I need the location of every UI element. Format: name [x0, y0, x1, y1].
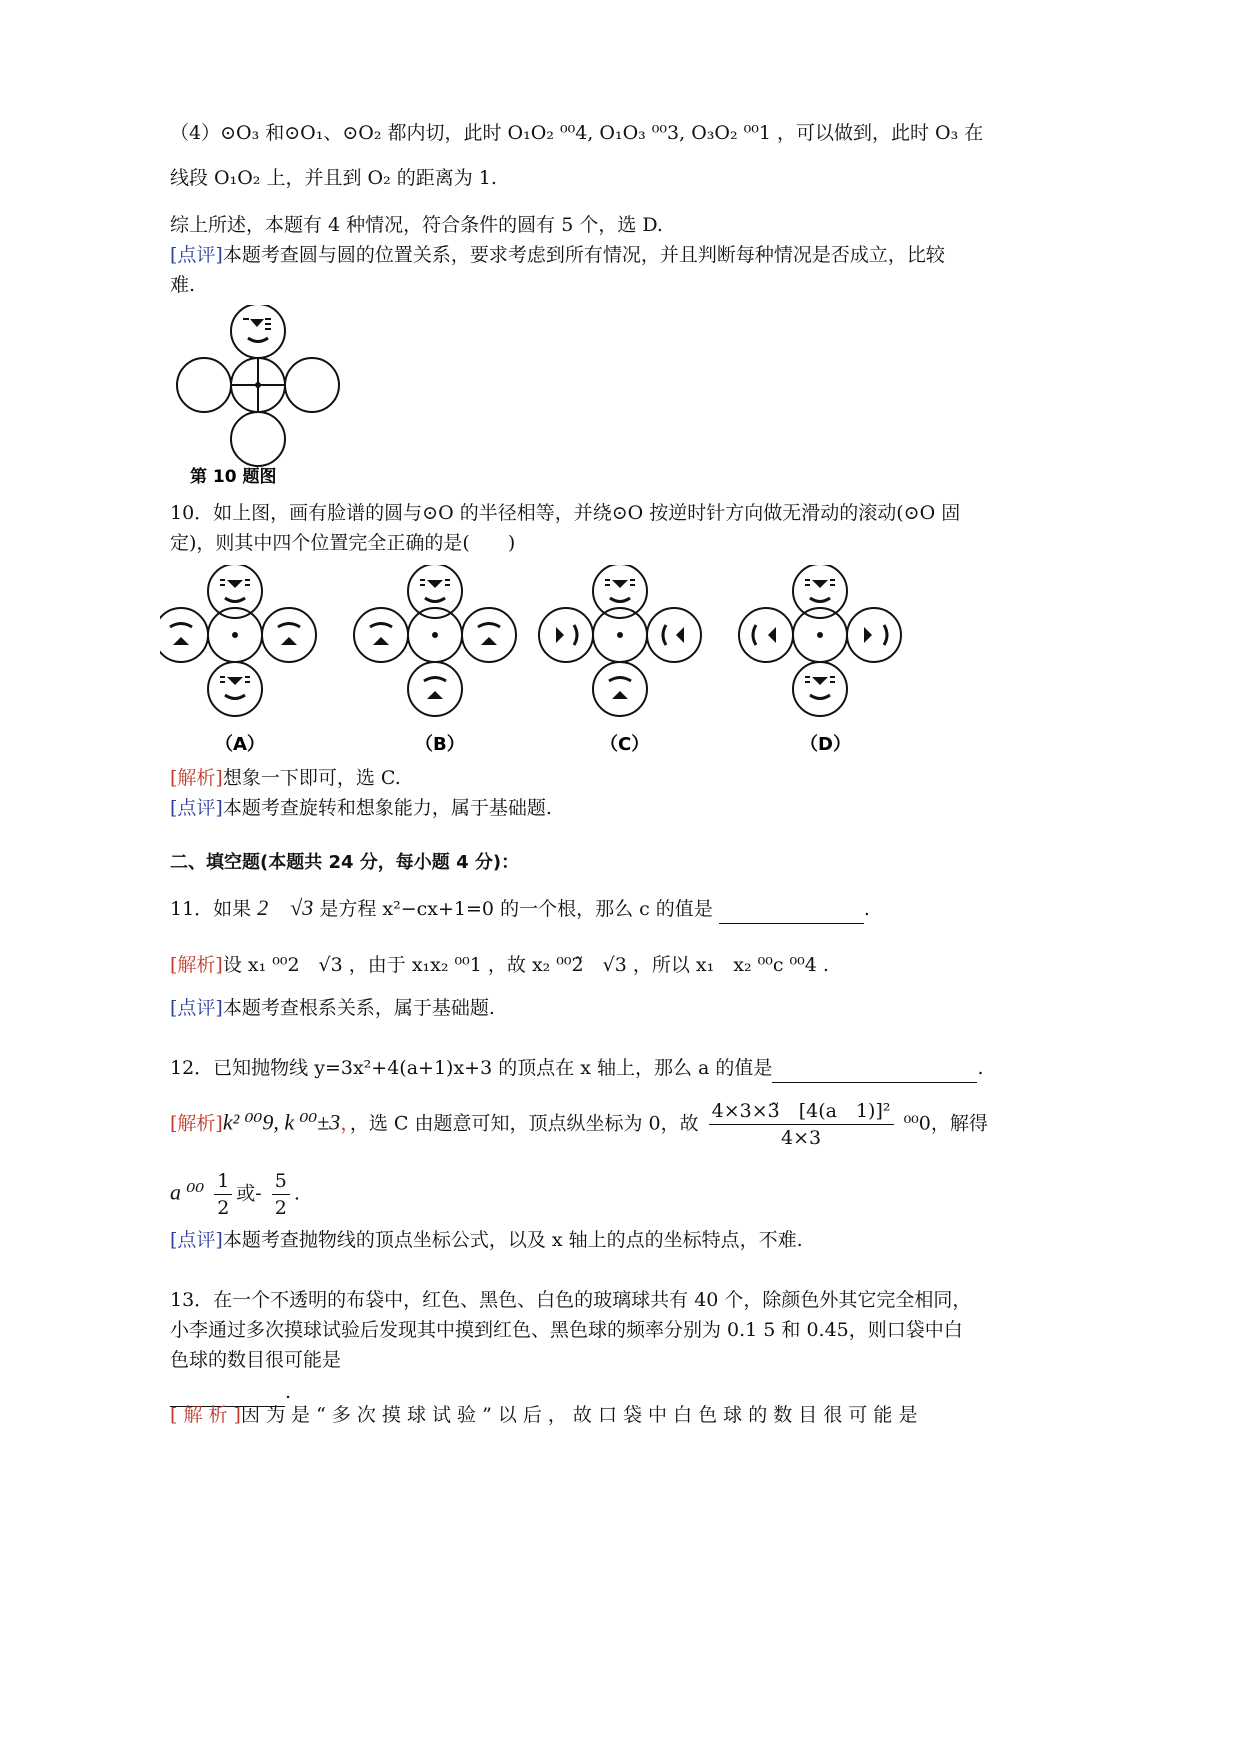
options-figure — [160, 565, 1060, 760]
q12-text: 12．已知抛物线 y=3x²+4(a+1)x+3 的顶点在 x 轴上，那么 a 的值是 — [170, 1057, 773, 1079]
comment-9-cont: 难. — [170, 274, 196, 296]
analysis-tag: [解析] — [170, 954, 223, 976]
option-b-label: （B） — [415, 734, 465, 755]
comment-tag: [点评] — [170, 244, 223, 266]
question-13-line2: 小李通过多次摸球试验后发现其中摸到红色、黑色球的频率分别为 0.1 5 和 0.45，则口袋中白 — [170, 1319, 963, 1341]
option-d-label: （D） — [800, 734, 851, 755]
comment-12 — [170, 1225, 803, 1255]
a12-answer — [170, 1168, 300, 1221]
q11-text-a: 11．如果 — [170, 898, 252, 920]
comment-tag: [点评] — [170, 997, 223, 1019]
a12-or: 或- — [236, 1182, 262, 1205]
analysis-tag: [解析] — [170, 767, 223, 789]
comment-9 — [170, 240, 945, 270]
figure-10 — [170, 305, 370, 485]
analysis-13 — [170, 1400, 917, 1430]
answer-blank-11[interactable] — [719, 901, 864, 924]
analysis-11 — [170, 950, 829, 980]
a12-fraction-denominator: 4×3 — [781, 1127, 822, 1149]
analysis-tag: [ 解 析 ] — [170, 1404, 241, 1426]
question-13-line1: 13．在一个不透明的布袋中，红色、黑色、白色的玻璃球共有 40 个，除颜色外其它完全相同， — [170, 1289, 972, 1311]
fraction-1-denominator: 2 — [217, 1197, 230, 1219]
a12-text: ，选 C 由题意可知，顶点纵坐标为 0，故 — [349, 1112, 699, 1135]
analysis-text: 设 x₁ ⁰⁰2 √3 ，由于 x₁x₂ ⁰⁰1 ，故 x₂ ⁰⁰2̃ √3 ，所以 x₁ x₂ ⁰⁰c ⁰⁰4 . — [222, 954, 829, 976]
section-2-heading: 二、填空题(本题共 24 分，每小题 4 分)： — [170, 852, 520, 873]
comment-text: 本题考查根系关系，属于基础题. — [222, 997, 495, 1019]
q13-period: . — [285, 1381, 292, 1403]
q11-expression: 2 √3 — [257, 895, 314, 920]
a12-answer-var: a ⁰⁰ — [170, 1179, 205, 1205]
question-13-line3: 色球的数目很可能是 — [170, 1349, 342, 1371]
question-10-line1: 10．如上图，画有脸谱的圆与⊙O 的半径相等，并绕⊙O 按逆时针方向做无滑动的滚动(⊙O 固 — [170, 502, 961, 524]
analysis-12: [解析]k² ⁰⁰9, k ⁰⁰±3，，选 C 由题意可知，顶点纵坐标为 0，故 $\frac{\text{4×3×3̃ [4(a 1)]²}}{4\times 3}$ ⁰⁰0，解得 — [170, 1100, 988, 1149]
comment-10 — [170, 793, 552, 823]
analysis-tag: [解析] — [170, 1112, 223, 1135]
comment-text: 本题考查旋转和想象能力，属于基础题. — [222, 797, 552, 819]
analysis-text: 因 为 是 “ 多 次 摸 球 试 验 ” 以 后 ， 故 口 袋 中 白 色 球 的 数 目 很 可 能 是 — [240, 1404, 918, 1426]
a12-fraction-1 — [214, 1168, 232, 1221]
comment-tag: [点评] — [170, 797, 223, 819]
a12-end: . — [293, 1182, 300, 1205]
summary-line: 综上所述，本题有 4 种情况，符合条件的圆有 5 个，选 D. — [170, 214, 663, 236]
fraction-1-numerator: 1 — [214, 1168, 232, 1195]
option-c-label: （C） — [600, 734, 650, 755]
comment-text: 本题考查圆与圆的位置关系，要求考虑到所有情况，并且判断每种情况是否成立，比较 — [222, 244, 945, 266]
case4-line1: （4）⊙O₃ 和⊙O₁、⊙O₂ 都内切，此时 O₁O₂ ⁰⁰4, O₁O₃ ⁰⁰3, O₃O₂ ⁰⁰1 ，可以做到，此时 O₃ 在 — [170, 122, 984, 144]
fraction-2-denominator: 2 — [274, 1197, 287, 1219]
a12-expression: k² ⁰⁰9, k ⁰⁰±3 — [222, 1109, 341, 1135]
question-10-line2: 定)，则其中四个位置完全正确的是( ) — [170, 532, 516, 554]
comment-tag: [点评] — [170, 1229, 223, 1251]
answer-blank-12[interactable] — [772, 1060, 977, 1083]
question-12: 12．已知抛物线 y=3x²+4(a+1)x+3 的顶点在 x 轴上，那么 a 的值是 . — [170, 1053, 983, 1083]
case4-line2: 线段 O₁O₂ 上，并且到 O₂ 的距离为 1. — [170, 167, 497, 189]
analysis-10 — [170, 763, 401, 793]
comment-11 — [170, 993, 495, 1023]
analysis-text: 想象一下即可，选 C. — [222, 767, 401, 789]
a12-fraction-numerator: 4×3×3̃ [4(a 1)]² — [709, 1098, 894, 1125]
figure-10-caption: 第 10 题图 — [190, 467, 277, 485]
q11-text-b: 是方程 x²−cx+1=0 的一个根，那么 c 的值是 — [319, 898, 713, 920]
fraction-2-numerator: 5 — [272, 1168, 290, 1195]
question-11: 11．如果 2 √3 是方程 x²−cx+1=0 的一个根，那么 c 的值是 . — [170, 893, 870, 924]
comment-text: 本题考查抛物线的顶点坐标公式，以及 x 轴上的点的坐标特点，不难. — [222, 1229, 803, 1251]
a12-fraction-2 — [272, 1168, 290, 1221]
option-a-label: （A） — [215, 734, 265, 755]
a12-text-post: ⁰⁰0，解得 — [903, 1112, 988, 1135]
a12-fraction — [709, 1098, 894, 1151]
